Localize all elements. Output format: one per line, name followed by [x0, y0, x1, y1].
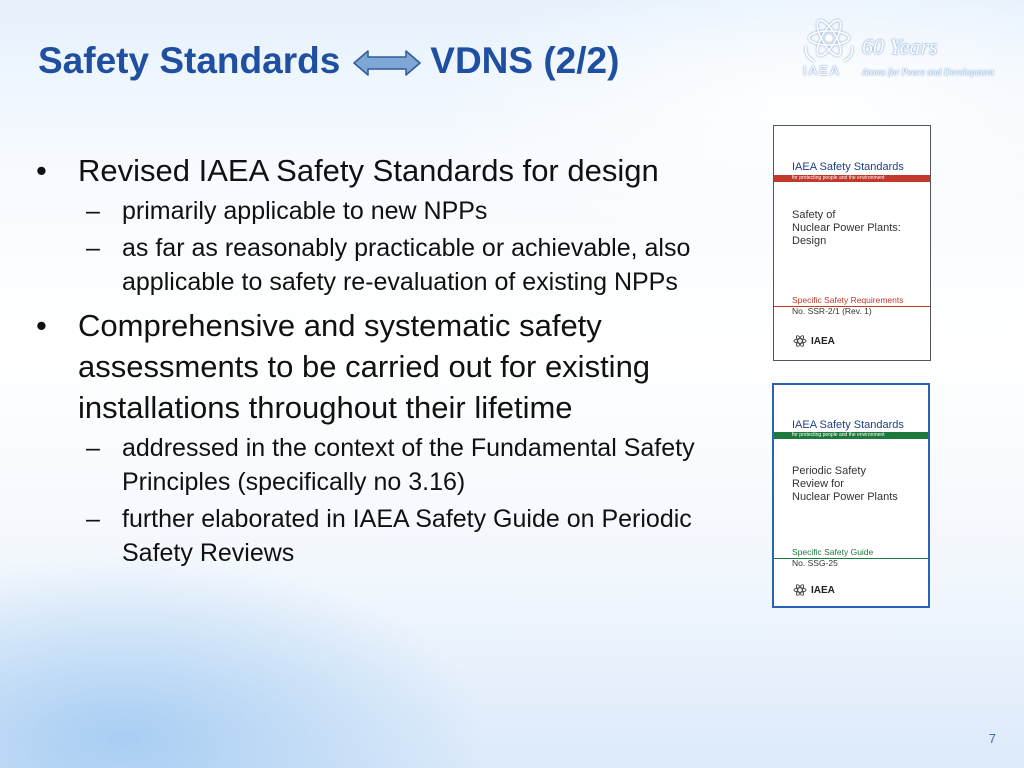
cover-series: IAEA Safety Standards [792, 161, 904, 173]
sub-bullet-text: as far as reasonably practicable or achievable, also applicable to safety re-evaluation of existing NPPs [122, 234, 691, 296]
logo-years: 60 Years [862, 34, 938, 59]
iaea-emblem-icon [792, 583, 808, 597]
cover-publisher [792, 334, 835, 348]
logo-org: IAEA [803, 63, 841, 78]
logo-motto: Atoms for Peace and Development [862, 68, 994, 78]
title-left: Safety Standards [38, 40, 341, 81]
cover-requirement [792, 547, 873, 569]
sub-bullet-text: primarily applicable to new NPPs [122, 197, 488, 225]
publication-cover-ssg-25 [772, 383, 930, 608]
cover-publisher-name: IAEA [811, 335, 835, 347]
sub-bullet-text: further elaborated in IAEA Safety Guide on Periodic Safety Reviews [122, 505, 692, 567]
title-right: VDNS (2/2) [430, 40, 620, 81]
cover-title-line: Nuclear Power Plants [792, 491, 898, 503]
sub-bullet-text: addressed in the context of the Fundamental Safety Principles (specifically no 3.16) [122, 434, 695, 496]
iaea-emblem-icon [792, 334, 808, 348]
sub-bullet-item [36, 231, 756, 299]
cover-title [792, 209, 922, 248]
cover-title-line: Review for [792, 478, 844, 490]
cover-title-line: Periodic Safety [792, 465, 866, 477]
iaea-logo [800, 16, 1005, 84]
publication-cover-ssr-2-1 [773, 125, 931, 361]
cover-req-no: No. SSR-2/1 (Rev. 1) [792, 306, 872, 316]
sub-bullet-item [36, 431, 756, 499]
double-arrow-icon [352, 49, 422, 77]
dash-icon: – [86, 434, 100, 462]
bullet-list [36, 150, 756, 570]
cover-req-label: Specific Safety Guide [792, 547, 874, 557]
sub-bullet-item [36, 502, 756, 570]
bullet-item [36, 150, 756, 191]
bullet-dot-icon: • [36, 153, 47, 188]
cover-title-line: Safety of [792, 209, 836, 221]
cover-requirement [792, 295, 904, 317]
cover-band-text: for protecting people and the environment [792, 175, 885, 181]
bullet-text: Revised IAEA Safety Standards for design [78, 153, 659, 188]
cover-series: IAEA Safety Standards [792, 419, 904, 431]
cover-req-label: Specific Safety Requirements [792, 295, 904, 305]
cover-publisher-name: IAEA [811, 584, 835, 596]
cover-band-text: for protecting people and the environment [792, 432, 885, 438]
dash-icon: – [86, 505, 100, 533]
cover-publisher [792, 583, 835, 597]
cover-title [792, 465, 922, 504]
page-number: 7 [988, 731, 996, 746]
bullet-dot-icon: • [36, 308, 47, 343]
dash-icon: – [86, 234, 100, 262]
atom-emblem-icon [800, 16, 858, 64]
cover-req-no: No. SSG-25 [792, 558, 838, 568]
bullet-item [36, 305, 756, 428]
dash-icon: – [86, 197, 100, 225]
page-title [38, 40, 619, 82]
cover-title-line: Nuclear Power Plants: [792, 222, 901, 234]
sub-bullet-item [36, 194, 756, 228]
bullet-text: Comprehensive and systematic safety assessments to be carried out for existing installations throughout their lifetime [78, 308, 651, 425]
cover-title-line: Design [792, 235, 827, 247]
